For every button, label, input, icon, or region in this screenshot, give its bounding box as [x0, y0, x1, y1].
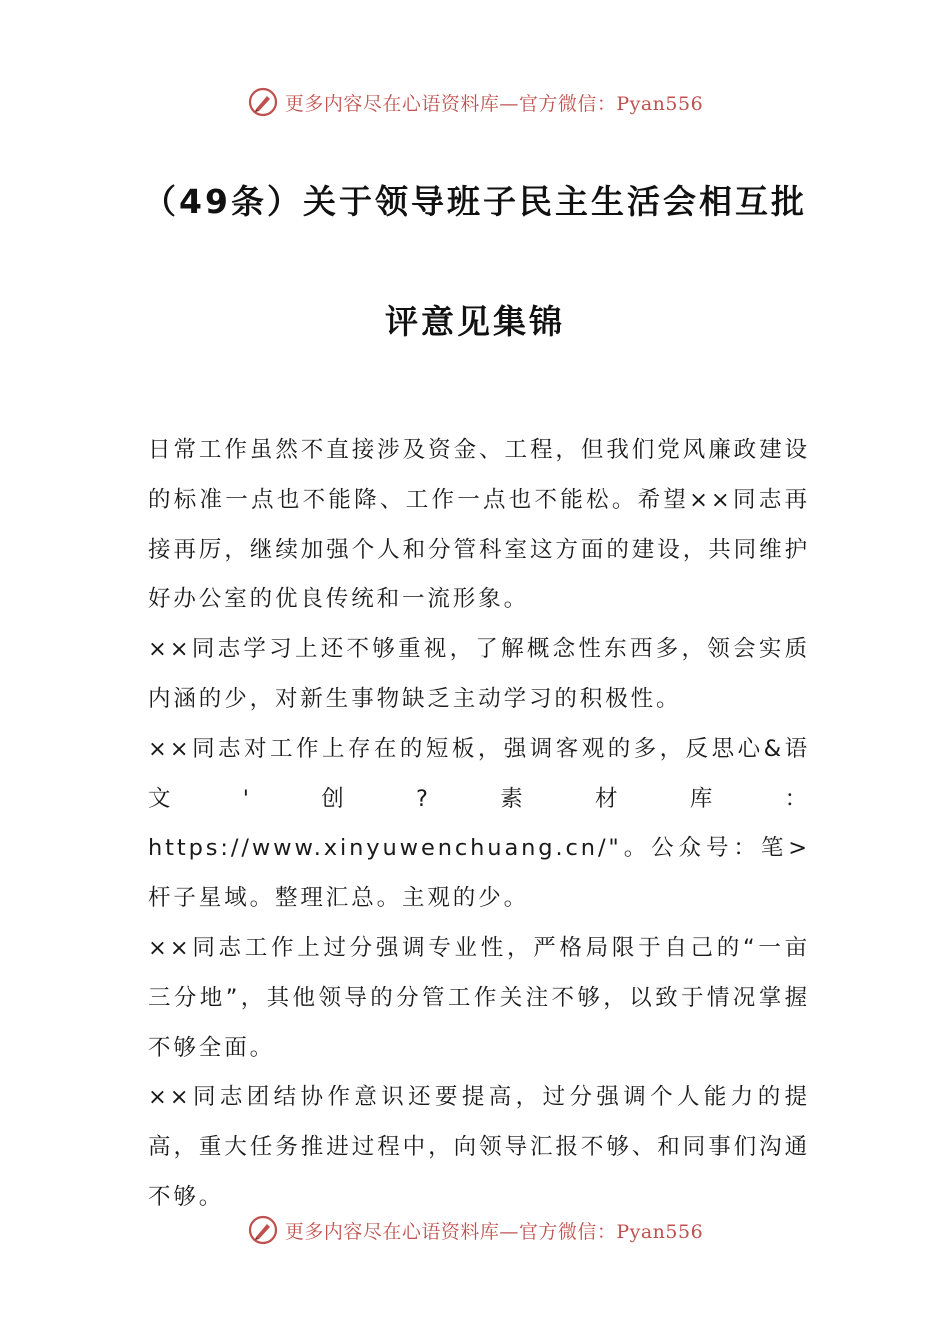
watermark-text: 更多内容尽在心语资料库—官方微信：Pyan556 [284, 1220, 704, 1243]
watermark-text: 更多内容尽在心语资料库—官方微信：Pyan556 [284, 92, 704, 115]
document-title-line-1: （49条）关于领导班子民主生活会相互批 [143, 182, 807, 221]
footer-watermark [0, 1210, 950, 1250]
pen-logo-icon [247, 1214, 279, 1246]
paragraph: ××同志团结协作意识还要提高，过分强调个人能力的提高，重大任务推进过程中，向领导汇报不够、和同事们沟通不够。 [148, 1084, 810, 1210]
document-title-line-2: 评意见集锦 [385, 302, 565, 341]
document-body [148, 426, 810, 1223]
paragraph: 日常工作虽然不直接涉及资金、工程，但我们党风廉政建设的标准一点也不能降、工作一点也不能松。希望××同志再接再厉，继续加强个人和分管科室这方面的建设，共同维护好办公室的优良传统和一流形象。 [148, 437, 810, 613]
paragraph: ××同志对工作上存在的短板，强调客观的多，反思心&语文'创?素材库：https://www.xinyuwenchuang.cn/"。公众号：笔>杆子星域。整理汇总。主观的少。 [148, 735, 810, 912]
paragraph: ××同志学习上还不够重视，了解概念性东西多，领会实质内涵的少，对新生事物缺乏主动学习的积极性。 [148, 636, 810, 712]
pen-logo-icon [247, 86, 279, 118]
paragraph: ××同志工作上过分强调专业性，严格局限于自己的“一亩三分地”，其他领导的分管工作关注不够，以致于情况掌握不够全面。 [148, 934, 810, 1061]
header-watermark [0, 82, 950, 122]
